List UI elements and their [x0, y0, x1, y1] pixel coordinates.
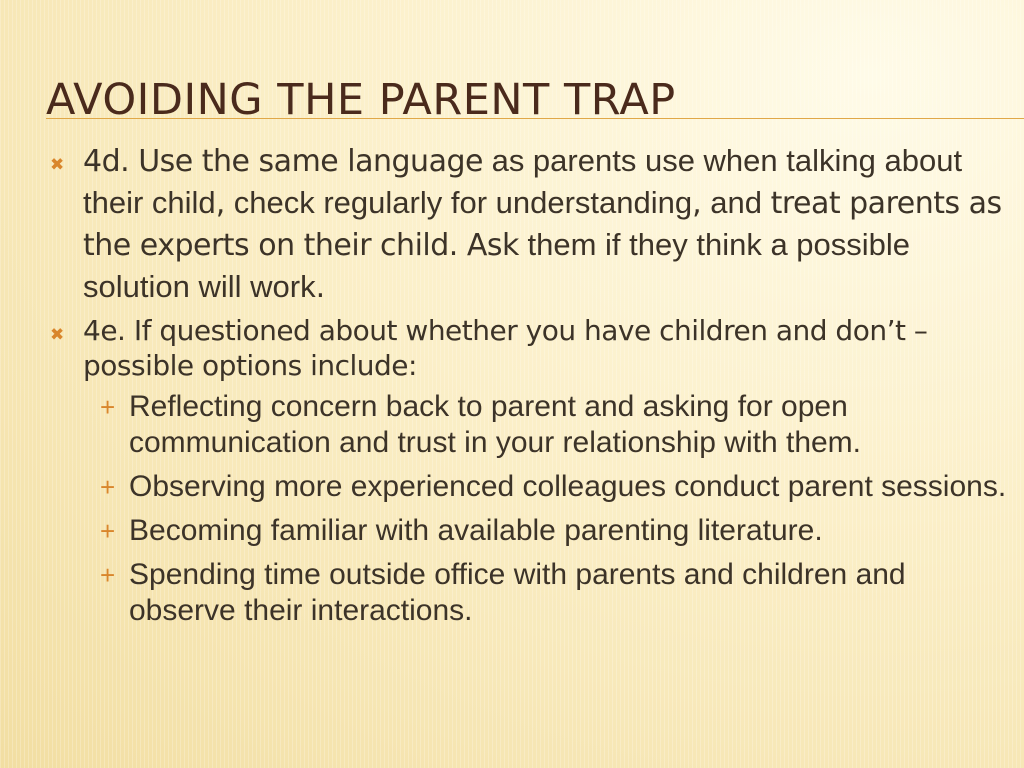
- bullet-4e: [50, 313, 1010, 383]
- text-run: ,: [692, 186, 711, 221]
- sub-bullet-text: Becoming familiar with available parenting literature.: [129, 514, 823, 547]
- slide-title: AVOIDING THE PARENT TRAP: [46, 75, 676, 125]
- sub-bullet-list: [50, 389, 1010, 629]
- slide-body: [50, 140, 1010, 629]
- plus-bullet-icon: +: [100, 516, 116, 546]
- text-run: treat parents as the experts on their child. Ask: [83, 186, 1002, 263]
- plus-bullet-icon: +: [100, 560, 116, 590]
- plus-bullet-icon: +: [100, 472, 116, 502]
- text-run: them if they think a possible solution will work: [83, 227, 911, 304]
- text-run: 4d. Use the same language: [83, 144, 483, 179]
- plus-bullet-icon: +: [100, 392, 116, 422]
- text-run: check regularly for understanding: [233, 185, 693, 220]
- sub-bullet-text: Spending time outside office with parents and children and observe their interactions.: [129, 558, 906, 627]
- sub-bullet-text: Observing more experienced colleagues conduct parent sessions.: [129, 470, 1007, 503]
- sub-bullet-item: [50, 389, 1010, 461]
- bullet-4d: [50, 140, 1010, 308]
- text-run: ,: [215, 186, 234, 221]
- sub-bullet-item: [50, 513, 1010, 549]
- x-bullet-icon: ✖: [50, 325, 64, 344]
- text-run: .: [315, 270, 325, 305]
- text-run: and: [710, 185, 771, 220]
- text-run: as parents use when talking about their child: [83, 143, 963, 220]
- x-bullet-icon: ✖: [50, 155, 65, 174]
- title-underline: [46, 118, 1024, 119]
- sub-bullet-item: [50, 469, 1010, 505]
- sub-bullet-item: [50, 557, 1010, 629]
- sub-bullet-text: Reflecting concern back to parent and asking for open communication and trust in your relationship with them.: [129, 390, 862, 459]
- bullet-4e-text: 4e. If questioned about whether you have children and don’t – possible options include:: [83, 314, 928, 382]
